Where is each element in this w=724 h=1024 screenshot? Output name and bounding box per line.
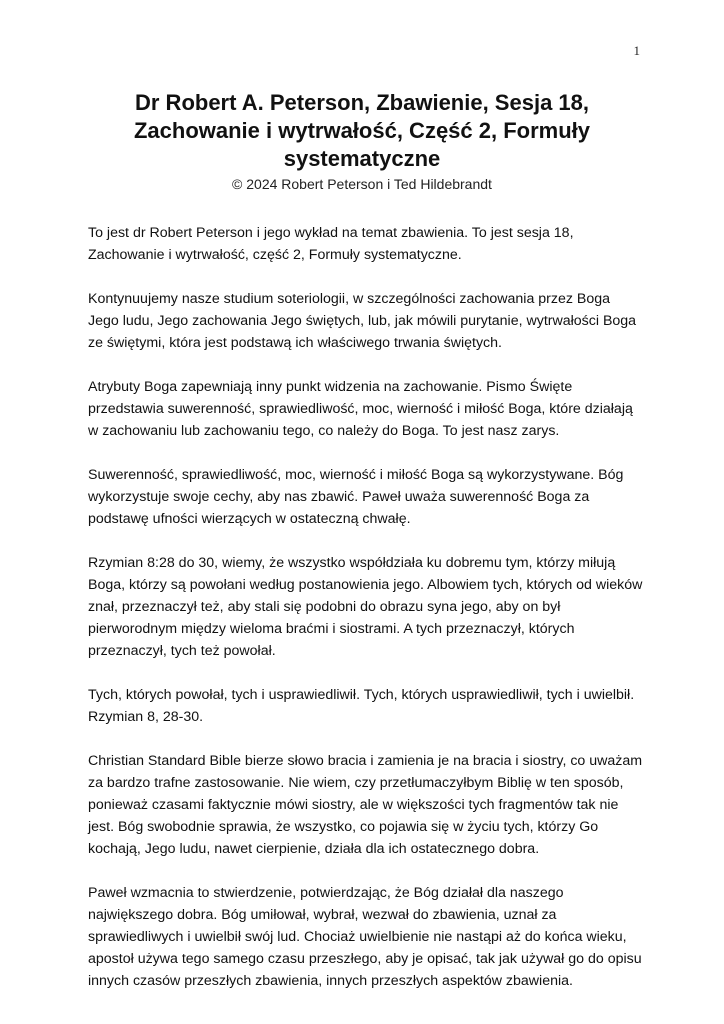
copyright-line: © 2024 Robert Peterson i Ted Hildebrandt xyxy=(232,176,492,192)
page-number: 1 xyxy=(633,43,640,58)
paragraph-5: Rzymian 8:28 do 30, wiemy, że wszystko współdziała ku dobremu tym, którzy miłują Boga, którzy są powołani według postanowienia jego. Albowiem tych, których od wieków znał, przeznaczył też, aby stali się podobni do obrazu syna jego, aby on był pierworodnym między wieloma braćmi i siostrami. A tych przeznaczył, których przeznaczył, tych też powołał. xyxy=(88,555,643,659)
document-title: Dr Robert A. Peterson, Zbawienie, Sesja 18, Zachowanie i wytrwałość, Część 2, Formuły systematyczne xyxy=(133,90,591,171)
document-body xyxy=(88,222,644,1014)
paragraph-1: To jest dr Robert Peterson i jego wykład na temat zbawienia. To jest sesja 18, Zachowanie i wytrwałość, część 2, Formuły systematyczne. xyxy=(88,225,574,263)
paragraph-7: Christian Standard Bible bierze słowo bracia i zamienia je na bracia i siostry, co uważam za bardzo trafne zastosowanie. Nie wiem, czy przetłumaczyłbym Biblię w ten sposób, ponieważ czasami faktycznie mówi siostry, ale w większości tych fragmentów tak nie jest. Bóg swobodnie sprawia, że wszystko, co pojawia się w życiu tych, którzy Go kochają, Jego ludu, nawet cierpienie, działa dla ich ostatecznego dobra. xyxy=(88,753,643,857)
paragraph-3: Atrybuty Boga zapewniają inny punkt widzenia na zachowanie. Pismo Święte przedstawia suwerenność, sprawiedliwość, moc, wierność i miłość Boga, które działają w zachowaniu lub zachowaniu tego, co należy do Boga. To jest nasz zarys. xyxy=(88,379,633,439)
paragraph-4: Suwerenność, sprawiedliwość, moc, wierność i miłość Boga są wykorzystywane. Bóg wykorzystuje swoje cechy, aby nas zbawić. Paweł uważa suwerenność Boga za podstawę ufności wierzących w ostateczną chwałę. xyxy=(88,467,624,527)
paragraph-8: Paweł wzmacnia to stwierdzenie, potwierdzając, że Bóg działał dla naszego największego dobra. Bóg umiłował, wybrał, wezwał do zbawienia, uznał za sprawiedliwych i uwielbił swój lud. Chociaż uwielbienie nie nastąpi aż do końca wieku, apostoł używa tego samego czasu przeszłego, aby je opisać, tak jak używał go do opisu innych czasów przeszłych zbawienia, innych przeszłych aspektów zbawienia. xyxy=(88,885,642,989)
document-header xyxy=(0,89,724,193)
paragraph-2: Kontynuujemy nasze studium soteriologii, w szczególności zachowania przez Boga Jego ludu, Jego zachowania Jego świętych, lub, jak mówili purytanie, wytrwałości Boga ze świętymi, która jest podstawą ich właściwego trwania świętych. xyxy=(88,291,637,351)
paragraph-6: Tych, których powołał, tych i usprawiedliwił. Tych, których usprawiedliwił, tych i uwielbił. Rzymian 8, 28-30. xyxy=(88,687,635,725)
